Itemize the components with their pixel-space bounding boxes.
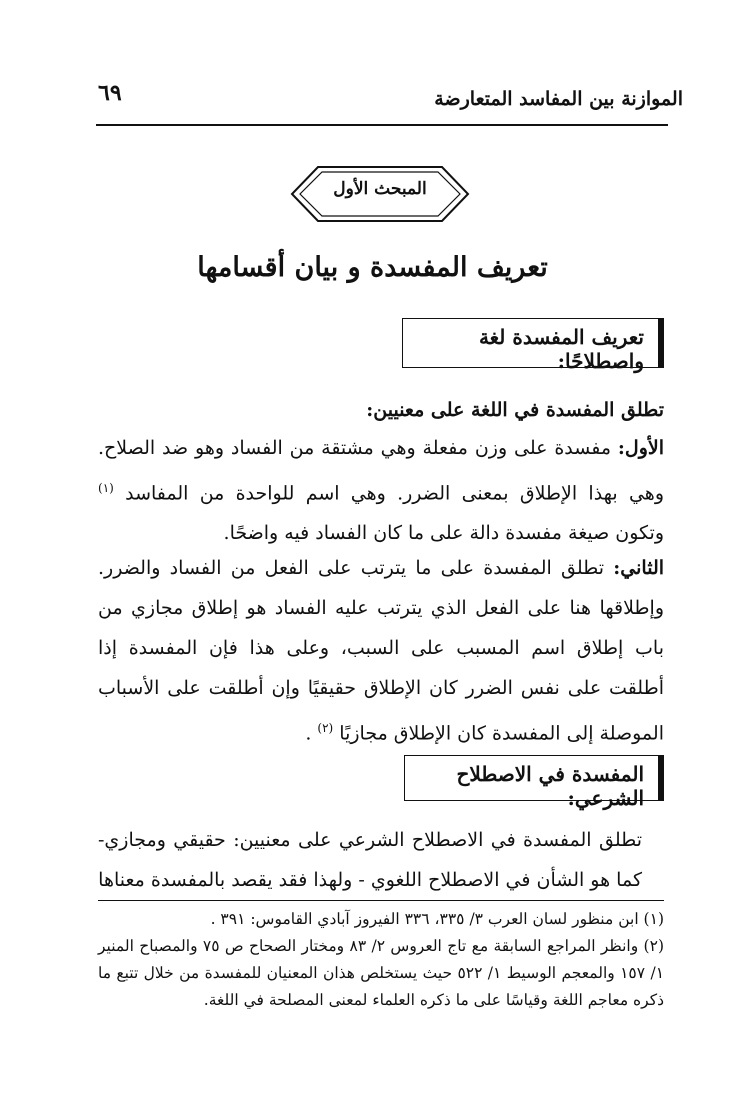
first-meaning-label: الأول: [617,437,664,459]
second-meaning-label: الثاني: [613,557,665,579]
second-meaning-tail: . [305,722,312,745]
intro-sentence: تطلق المفسدة في اللغة على معنيين: [366,399,664,421]
section-badge [290,165,470,223]
footnote-ref-1: (١) [98,481,114,495]
heading-sharia-definition: المفسدة في الاصطلاح الشرعي: [404,755,664,801]
first-meaning-tail: وتكون صيغة مفسدة دالة على ما كان الفساد فيه واضحًا. [223,522,664,545]
heading-linguistic-definition: تعريف المفسدة لغة واصطلاحًا: [402,318,664,368]
footnote-ref-2: (٢) [317,721,334,735]
header-divider [96,124,668,126]
running-header-title: الموازنة بين المفاسد المتعارضة [434,88,683,110]
paragraph-first-meaning [98,428,664,553]
paragraph-sharia: تطلق المفسدة في الاصطلاح الشرعي على معنيين: حقيقي ومجازي- كما هو الشأن في الاصطلاح اللغوي - ولهذا فقد يقصد بالمفسدة معناها [98,829,642,891]
page-number: ٦٩ [98,80,122,106]
footnotes [98,906,664,1014]
footnote-1: (١) ابن منظور لسان العرب ٣/ ٣٣٥، ٣٣٦ الفيروز آبادي القاموس: ٣٩١ . [210,910,664,928]
footnote-2: (٢) وانظر المراجع السابقة مع تاج العروس ٢/ ٨٣ ومختار الصحاح ص ٧٥ والمصباح المنير ١/ ١٥٧ والمعجم الوسيط ١/ ٥٢٢ حيث يستخلص هذان المعنيان للمفسدة من خلال تتبع ما ذكره معاجم اللغة وقياسًا على ما ذكره العلماء لمعنى المصلحة في اللغة. [98,937,665,1009]
paragraph-second-meaning [98,548,664,753]
chapter-title: تعريف المفسدة و بيان أقسامها [197,252,548,283]
second-meaning-text: تطلق المفسدة على ما يترتب على الفعل من الفساد والضرر. وإطلاقها هنا على الفعل الذي يترتب عليه الفساد هو إطلاق مجازي من باب إطلاق اسم المسبب على السبب، وعلى هذا فإن المفسدة إذا أطلقت على نفس الضرر كان الإطلاق حقيقيًا وإن أطلقت على الأسباب الموصلة إلى المفسدة كان الإطلاق مجازيًا [98,557,664,745]
first-meaning-text: مفسدة على وزن مفعلة وهي مشتقة من الفساد وهو ضد الصلاح. وهي بهذا الإطلاق بمعنى الضرر. وهي اسم للواحدة من المفاسد [98,437,664,505]
section-badge-label: المبحث الأول [333,179,427,199]
footnote-divider [98,900,664,901]
